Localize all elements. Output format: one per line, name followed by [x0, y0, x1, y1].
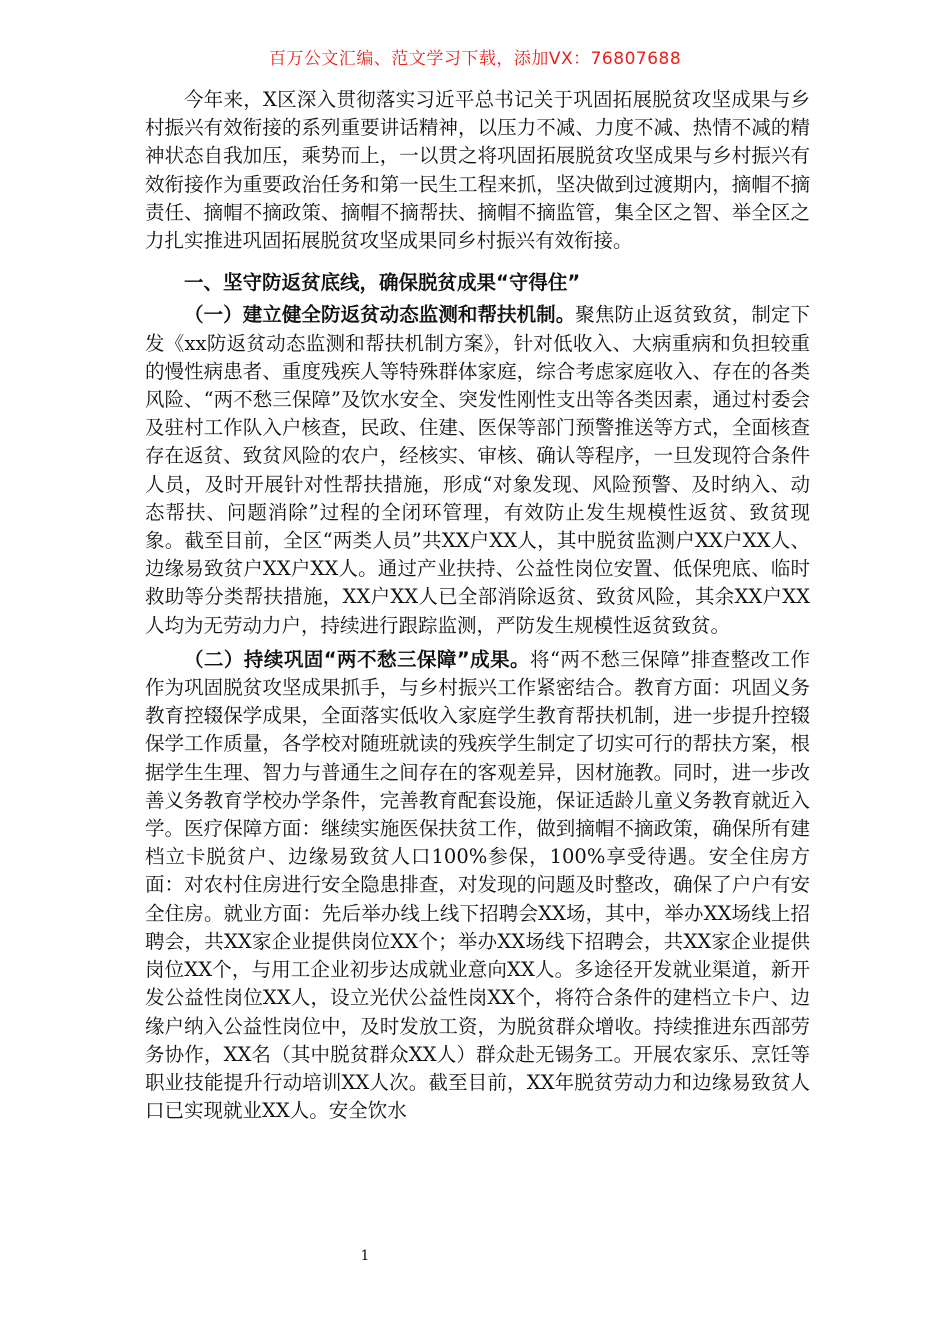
header-banner: 百万公文汇编、范文学习下载，添加VX：76807688 [268, 49, 682, 69]
subsection-1-body: 聚焦防止返贫致贫，制定下发《xx防返贫动态监测和帮扶机制方案》，针对低收入、大病重病和负担较重的慢性病患者、重度残疾人等特殊群体家庭，综合考虑家庭收入、存在的各类风险、“两不愁三保障”及饮水安全、突发性刚性支出等各类因素，通过村委会及驻村工作队入户核查，民政、住建、医保等部门预警推送等方式，全面核查存在返贫、致贫风险的农户，经核实、审核、确认等程序，一旦发现符合条件人员，及时开展针对性帮扶措施，形成“对象发现、风险预警、及时纳入、动态帮扶、问题消除”过程的全闭环管理，有效防止发生规模性返贫、致贫现象。截至目前，全区“两类人员”共XX户XX人，其中脱贫监测户XX户XX人、边缘易致贫户XX户XX人。通过产业扶持、公益性岗位安置、低保兜底、临时救助等分类帮扶措施，XX户XX人已全部消除返贫、致贫风险，其余XX户XX人均为无劳动力户，持续进行跟踪监测，严防发生规模性返贫致贫。 [145, 303, 810, 637]
subsection-2-body: 将“两不愁三保障”排查整改工作作为巩固脱贫攻坚成果抓手，与乡村振兴工作紧密结合。教育方面：巩固义务教育控辍保学成果，全面落实低收入家庭学生教育帮扶机制，进一步提升控辍保学工作质量，各学校对随班就读的残疾学生制定了切实可行的帮扶方案，根据学生生理、智力与普通生之间存在的客观差异，因材施教。同时，进一步改善义务教育学校办学条件，完善教育配套设施，保证适龄儿童义务教育就近入学。医疗保障方面：继续实施医保扶贫工作，做到摘帽不摘政策，确保所有建档立卡脱贫户、边缘易致贫人口100%参保，100%享受待遇。安全住房方面：对农村住房进行安全隐患排查，对发现的问题及时整改，确保了户户有安全住房。就业方面：先后举办线上线下招聘会XX场，其中，举办XX场线上招聘会，共XX家企业提供岗位XX个；举办XX场线下招聘会，共XX家企业提供岗位XX个，与用工企业初步达成就业意向XX人。多途径开发就业渠道，新开发公益性岗位XX人，设立光伏公益性岗XX个，将符合条件的建档立卡户、边缘户纳入公益性岗位中，及时发放工资，为脱贫群众增收。持续推进东西部劳务协作，XX名（其中脱贫群众XX人）群众赴无锡务工。开展农家乐、烹饪等职业技能提升行动培训XX人次。截至目前，XX年脱贫劳动力和边缘易致贫人口已实现就业XX人。安全饮水 [145, 647, 810, 1123]
section-heading: 一、坚守防返贫底线，确保脱贫成果“守得住” [184, 271, 581, 295]
document-body [145, 86, 810, 1125]
page-number: 1 [360, 1248, 370, 1264]
subsection-2-paragraph [145, 646, 810, 1125]
subsection-1-paragraph [145, 301, 810, 639]
intro-paragraph: 今年来，X区深入贯彻落实习近平总书记关于巩固拓展脱贫攻坚成果与乡村振兴有效衔接的系列重要讲话精神，以压力不减、力度不减、热情不减的精神状态自我加压，乘势而上，一以贯之将巩固拓展脱贫攻坚成果与乡村振兴有效衔接作为重要政治任务和第一民生工程来抓，坚决做到过渡期内，摘帽不摘责任、摘帽不摘政策、摘帽不摘帮扶、摘帽不摘监管，集全区之智、举全区之力扎实推进巩固拓展脱贫攻坚成果同乡村振兴有效衔接。 [145, 88, 810, 253]
spacer [145, 255, 810, 261]
subsection-1-title: （一）建立健全防返贫动态监测和帮扶机制。 [184, 303, 576, 327]
subsection-2-title: （二）持续巩固“两不愁三保障”成果。 [184, 647, 531, 671]
